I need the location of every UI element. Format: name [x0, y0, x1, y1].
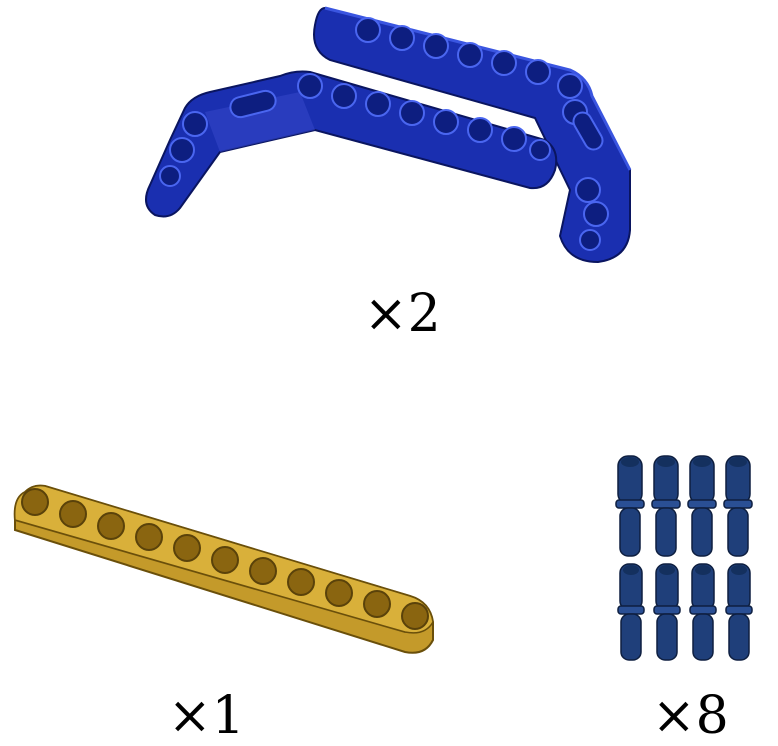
pin [618, 564, 644, 660]
quantity-label-straight-beam: ×1 [168, 686, 245, 746]
blue-pins-image [610, 452, 760, 672]
quantity-label-bent-beams: ×2 [364, 284, 441, 344]
pin-row-top [616, 456, 752, 556]
pin [690, 564, 716, 660]
quantity-label-pins: ×8 [652, 686, 729, 746]
pin [726, 564, 752, 660]
gold-straight-beam-image [5, 480, 440, 665]
pin [654, 564, 680, 660]
blue-bent-beams-image [130, 0, 650, 270]
pin [688, 456, 716, 556]
pin-row-bottom [618, 564, 752, 660]
pin [616, 456, 644, 556]
pin [724, 456, 752, 556]
pin [652, 456, 680, 556]
